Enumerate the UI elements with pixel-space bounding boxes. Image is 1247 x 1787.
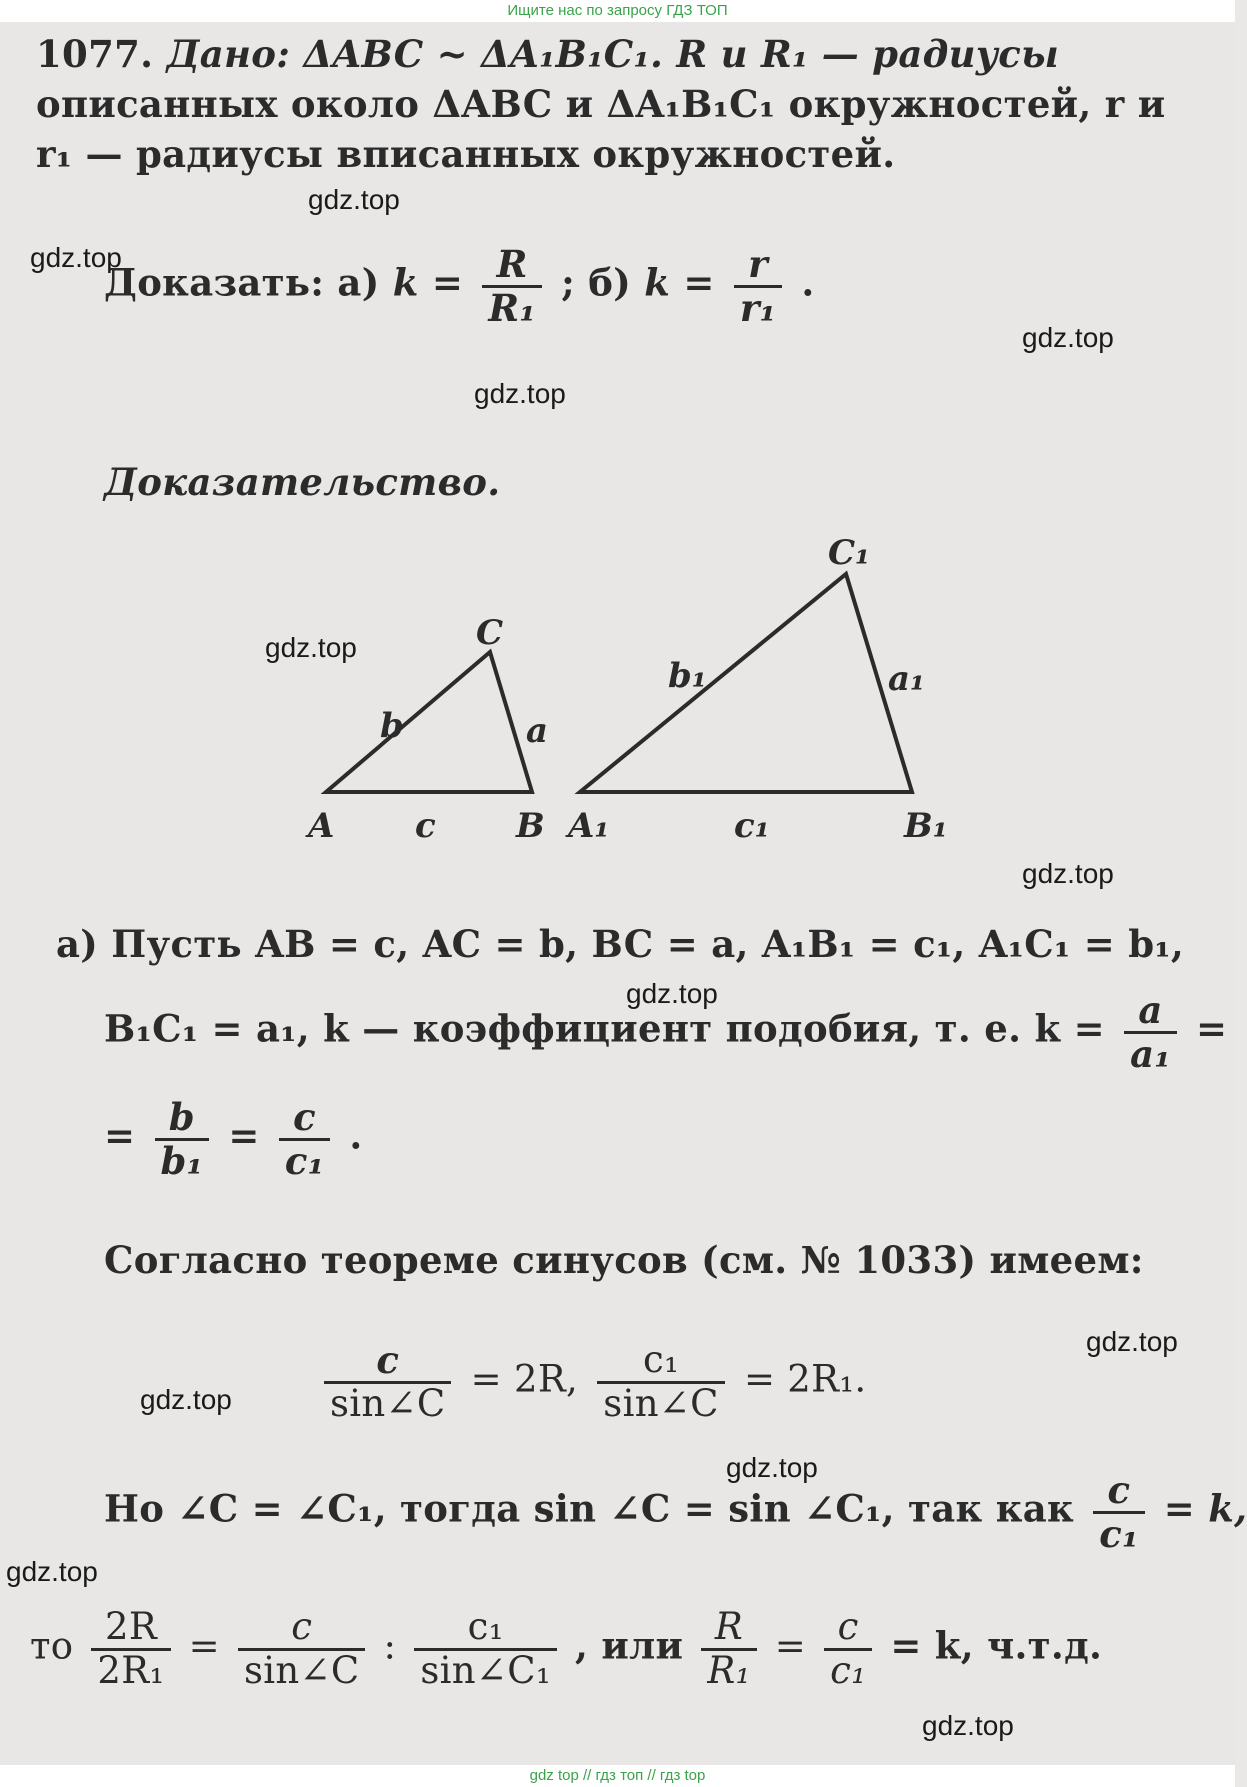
small-side-c: c [415,806,436,846]
ratio-a-fraction [1124,990,1177,1074]
problem-line-3: r₁ — радиусы вписанных окружностей. [36,132,896,176]
conclusion-fraction-1-den: 2R₁ [97,1648,165,1692]
sine-fraction-1-rhs: = 2R, [470,1357,579,1401]
watermark: gdz.top [308,184,400,215]
watermark: gdz.top [626,978,718,1009]
ratio-k-num: c [1093,1470,1144,1514]
conclusion-or: , или [575,1623,684,1668]
watermark: gdz.top [474,378,566,409]
proof-line-3-eq2: = [228,1113,260,1158]
ratio-a-num: a [1124,990,1177,1034]
conclusion-fraction-3-num: c₁ [414,1607,557,1651]
ratio-k-den: c₁ [1099,1511,1139,1556]
small-side-a: a [526,711,549,751]
prove-a-lhs: k = [392,260,464,305]
sine-theorem-formula [318,1340,867,1424]
sine-fraction-2-den: sin∠C [603,1381,719,1425]
conclusion-fraction-2-den: sin∠C [244,1648,360,1692]
ratio-c-fraction [279,1097,330,1181]
problem-number: 1077. [36,32,154,76]
prove-line [104,244,815,328]
given-label: Дано: [166,32,291,76]
sine-theorem-text: Согласно теореме синусов (см. № 1033) имеем: [104,1238,1144,1282]
large-side-c: c₁ [734,806,770,846]
watermark: gdz.top [6,1556,98,1587]
prove-b-prefix: ; б) [561,260,632,305]
large-vertex-c: C₁ [828,533,870,573]
angle-equality-text: Но ∠C = ∠C₁, тогда sin ∠C = sin ∠C₁, так как [104,1486,1075,1531]
ratio-b-fraction [155,1097,210,1181]
watermark: gdz.top [30,242,122,273]
ratio-c-num: c [279,1097,330,1141]
conclusion-fraction-2 [238,1607,365,1691]
conclusion-fraction-5 [824,1607,872,1691]
proof-line-1: а) Пусть AB = c, AC = b, BC = a, A₁B₁ = c₁, A₁C₁ = b₁, [56,922,1185,966]
given-text: ΔABC ~ ΔA₁B₁C₁. R и R₁ — радиусы [303,32,1060,76]
top-banner[interactable]: Ищите нас по запросу ГДЗ ТОП [0,0,1235,22]
angle-equality-line [104,1470,1247,1554]
small-triangle [326,652,532,792]
prove-b-num: r [734,244,782,288]
sine-fraction-2-num: c₁ [597,1340,724,1384]
problem-line-2: описанных около ΔABC и ΔA₁B₁C₁ окружностей, r и [36,82,1166,126]
conclusion-fraction-5-den: c₁ [830,1648,867,1692]
sine-fraction-1-num: c [324,1340,451,1384]
conclusion-fraction-1 [91,1607,170,1691]
ratio-a-den: a₁ [1130,1031,1171,1076]
watermark: gdz.top [1086,1326,1178,1357]
sine-fraction-1 [324,1340,451,1424]
conclusion-fraction-4-den: R₁ [707,1648,751,1692]
watermark: gdz.top [1022,322,1114,353]
watermark: gdz.top [726,1452,818,1483]
prove-end: . [801,260,815,305]
watermark: gdz.top [140,1384,232,1415]
large-side-a: a₁ [888,659,925,699]
conclusion-fraction-2-num: c [238,1607,365,1651]
conclusion-fraction-4 [701,1607,756,1691]
small-vertex-c: C [476,613,504,653]
conclusion-eq: = [188,1624,220,1668]
conclusion-colon: : [383,1624,397,1668]
small-side-b: b [380,706,404,746]
prove-a-num: R [482,244,542,288]
problem-line-1 [36,32,1059,76]
watermark: gdz.top [1022,858,1114,889]
prove-b-lhs: k = [644,260,715,305]
conclusion-fraction-3 [414,1607,557,1691]
proof-line-3 [104,1097,363,1181]
conclusion-fraction-1-num: 2R [91,1607,170,1651]
proof-line-2-end: = [1196,1006,1228,1051]
page-content [0,22,1247,1765]
proof-line-3-eq: = [104,1113,136,1158]
conclusion-fraction-5-num: c [824,1607,872,1651]
prove-a-den: R₁ [488,285,536,330]
triangles-diagram [290,532,950,862]
conclusion-end: = k, ч.т.д. [890,1623,1103,1668]
conclusion-prefix: то [30,1624,74,1668]
large-vertex-b: B₁ [904,806,948,846]
sine-fraction-2 [597,1340,724,1424]
proof-line-3-end: . [349,1113,363,1158]
prove-b-fraction [734,244,782,328]
ratio-c-den: c₁ [284,1138,325,1183]
ratio-b-num: b [155,1097,210,1141]
proof-line-2-text: B₁C₁ = a₁, k — коэффициент подобия, т. е. k = [104,1006,1105,1051]
sine-fraction-2-rhs: = 2R₁. [743,1357,867,1401]
proof-heading: Доказательство. [104,460,501,504]
prove-a-fraction [482,244,542,328]
conclusion-line [30,1607,1102,1691]
large-vertex-a: A₁ [568,806,610,846]
conclusion-eq2: = [774,1624,807,1668]
ratio-b-den: b₁ [160,1138,204,1183]
sine-fraction-1-den: sin∠C [330,1381,446,1425]
large-triangle [580,574,912,792]
watermark: gdz.top [922,1710,1014,1741]
conclusion-fraction-4-num: R [701,1607,756,1651]
large-side-b: b₁ [668,656,707,696]
conclusion-fraction-3-den: sin∠C₁ [420,1648,551,1692]
ratio-k-end: = k, [1163,1486,1247,1531]
prove-label: Доказать: а) [104,260,380,305]
watermark: gdz.top [265,632,357,663]
prove-b-den: r₁ [739,285,777,330]
ratio-k-fraction [1093,1470,1144,1554]
small-vertex-a: A [308,806,335,846]
bottom-banner[interactable]: gdz top // гдз топ // гдз top [0,1765,1235,1787]
small-vertex-b: B [516,806,545,846]
